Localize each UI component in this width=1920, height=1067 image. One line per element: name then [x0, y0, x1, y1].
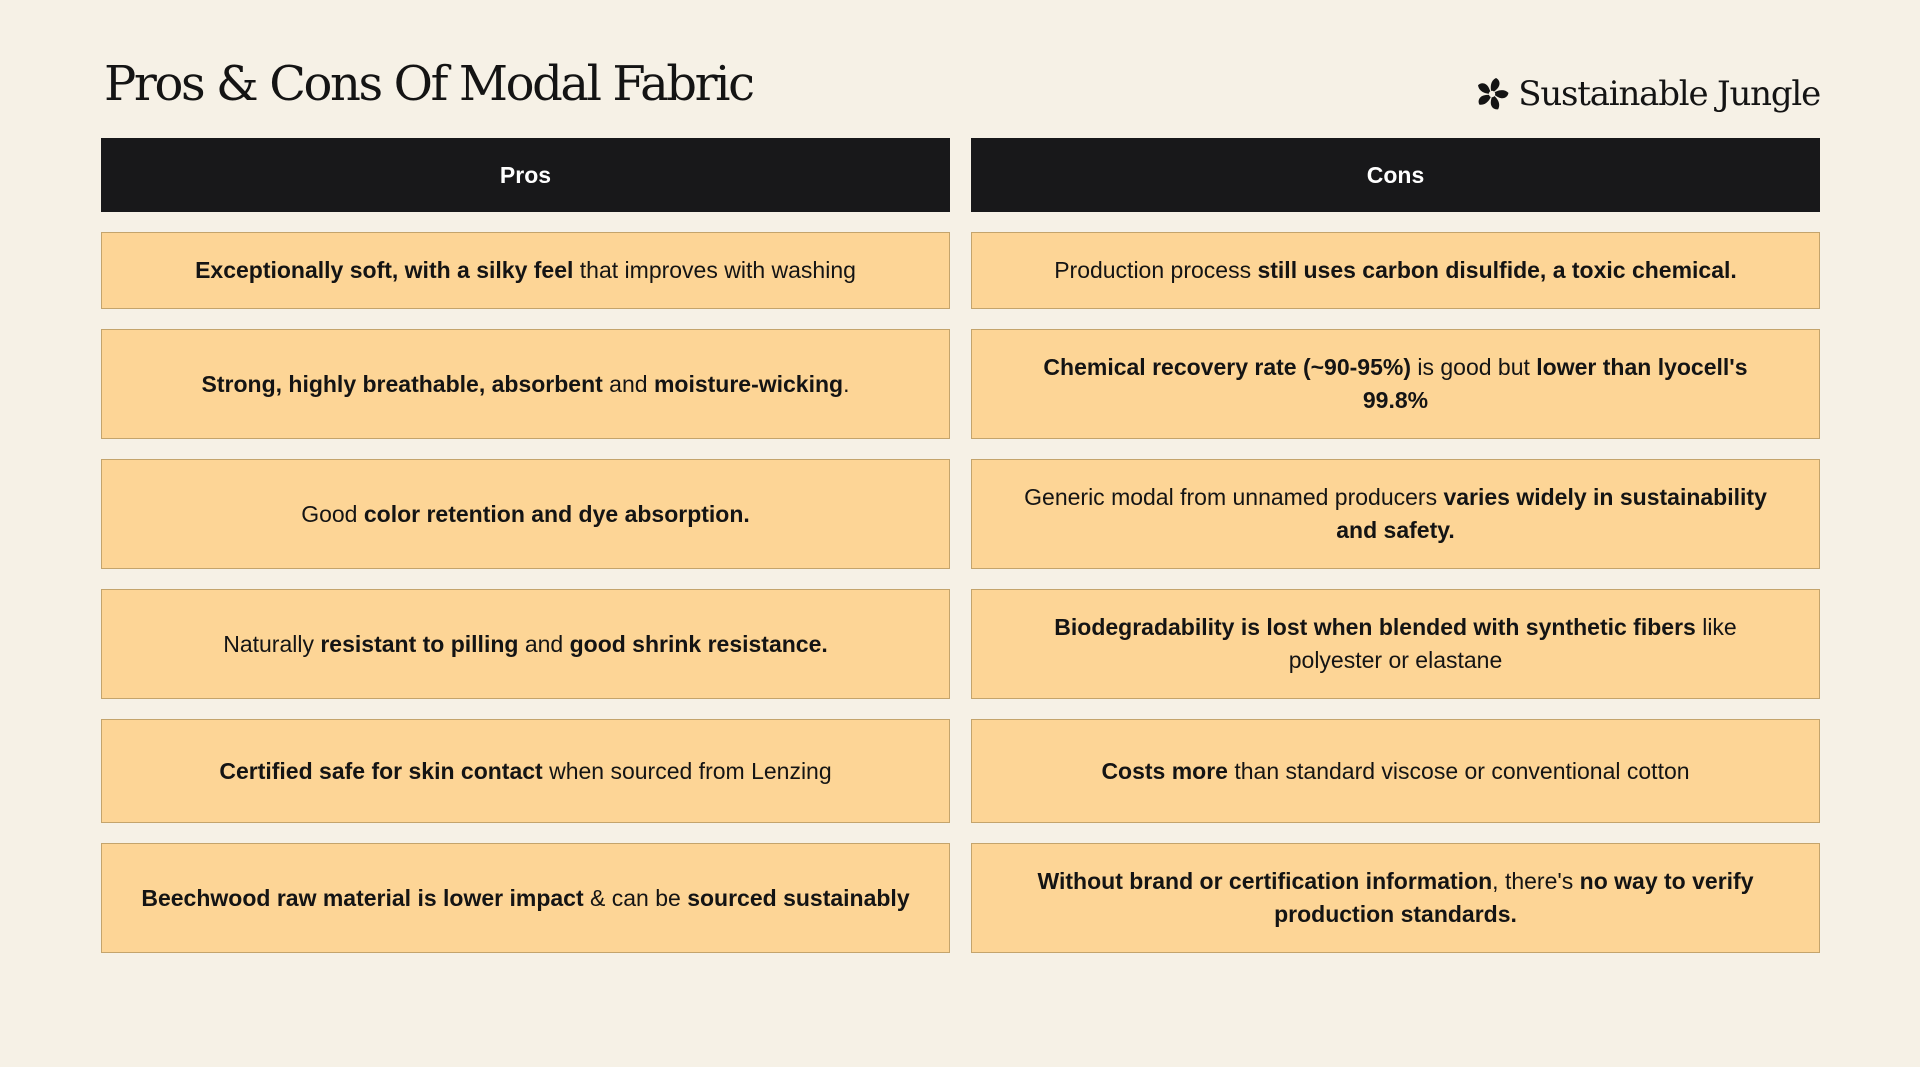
cell-text: [202, 368, 850, 401]
page-title: Pros & Cons Of Modal Fabric: [104, 56, 753, 112]
bold-text: good shrink resistance.: [569, 630, 828, 657]
pro-cell: [101, 719, 950, 823]
regular-text: is good but: [1410, 354, 1537, 380]
cell-text: [219, 755, 831, 788]
bold-text: Certified safe for skin contact: [219, 757, 543, 784]
regular-text: & can be: [583, 884, 688, 911]
cell-text: [1008, 351, 1783, 417]
bold-text: lower than lyocell's 99.8%: [1362, 354, 1748, 413]
regular-text: than standard viscose or conventional cotton: [1227, 757, 1690, 784]
con-cell: [971, 843, 1820, 953]
con-cell: [971, 719, 1820, 823]
bold-text: Costs more: [1101, 757, 1228, 784]
cell-text: [141, 882, 909, 915]
con-cell: [971, 589, 1820, 699]
cell-text: [1008, 611, 1783, 677]
bold-text: Exceptionally soft, with a silky feel: [195, 257, 574, 283]
regular-text: Production process: [1054, 257, 1258, 283]
regular-text: , there's: [1492, 868, 1580, 894]
pro-cell: [101, 589, 950, 699]
con-cell: [971, 329, 1820, 439]
bold-text: still uses carbon disulfide, a toxic chemical.: [1257, 257, 1737, 283]
cell-text: [223, 628, 828, 661]
cell-text: [1008, 481, 1783, 547]
bold-text: Biodegradability is lost when blended with synthetic fibers: [1054, 614, 1696, 640]
regular-text: .: [843, 370, 850, 397]
cell-text: [195, 254, 856, 287]
regular-text: when sourced from Lenzing: [542, 757, 832, 784]
regular-text: Good: [301, 500, 364, 527]
cons-header: Cons: [971, 138, 1820, 212]
cell-text: [1054, 254, 1737, 287]
cell-text: [301, 498, 750, 531]
pro-cell: [101, 232, 950, 309]
cell-text: [1008, 865, 1783, 931]
bold-text: varies widely in sustainability and safety.: [1336, 484, 1767, 543]
con-cell: [971, 232, 1820, 309]
pros-cons-table: [101, 138, 1820, 973]
pros-header: Pros: [101, 138, 950, 212]
pro-cell: [101, 459, 950, 569]
bold-text: resistant to pilling: [320, 630, 519, 657]
bold-text: Chemical recovery rate (~90-95%): [1043, 354, 1411, 380]
bold-text: sourced sustainably: [687, 884, 910, 911]
brand-logo: [1474, 76, 1820, 112]
regular-text: that improves with washing: [573, 257, 856, 283]
bold-text: color retention and dye absorption.: [363, 500, 750, 527]
bold-text: Without brand or certification information: [1037, 868, 1493, 894]
pro-cell: [101, 329, 950, 439]
regular-text: Generic modal from unnamed producers: [1024, 484, 1444, 510]
con-cell: [971, 459, 1820, 569]
regular-text: Naturally: [223, 630, 321, 657]
regular-text: like polyester or elastane: [1288, 614, 1737, 673]
swirl-logo-icon: [1474, 76, 1510, 112]
bold-text: moisture-wicking: [653, 370, 844, 397]
bold-text: no way to verify production standards.: [1274, 868, 1754, 927]
brand-name: Sustainable Jungle: [1518, 74, 1820, 114]
cell-text: [1101, 755, 1689, 788]
bold-text: Beechwood raw material is lower impact: [141, 884, 584, 911]
bold-text: Strong, highly breathable, absorbent: [201, 370, 603, 397]
pro-cell: [101, 843, 950, 953]
regular-text: and: [602, 370, 654, 397]
regular-text: and: [518, 630, 570, 657]
